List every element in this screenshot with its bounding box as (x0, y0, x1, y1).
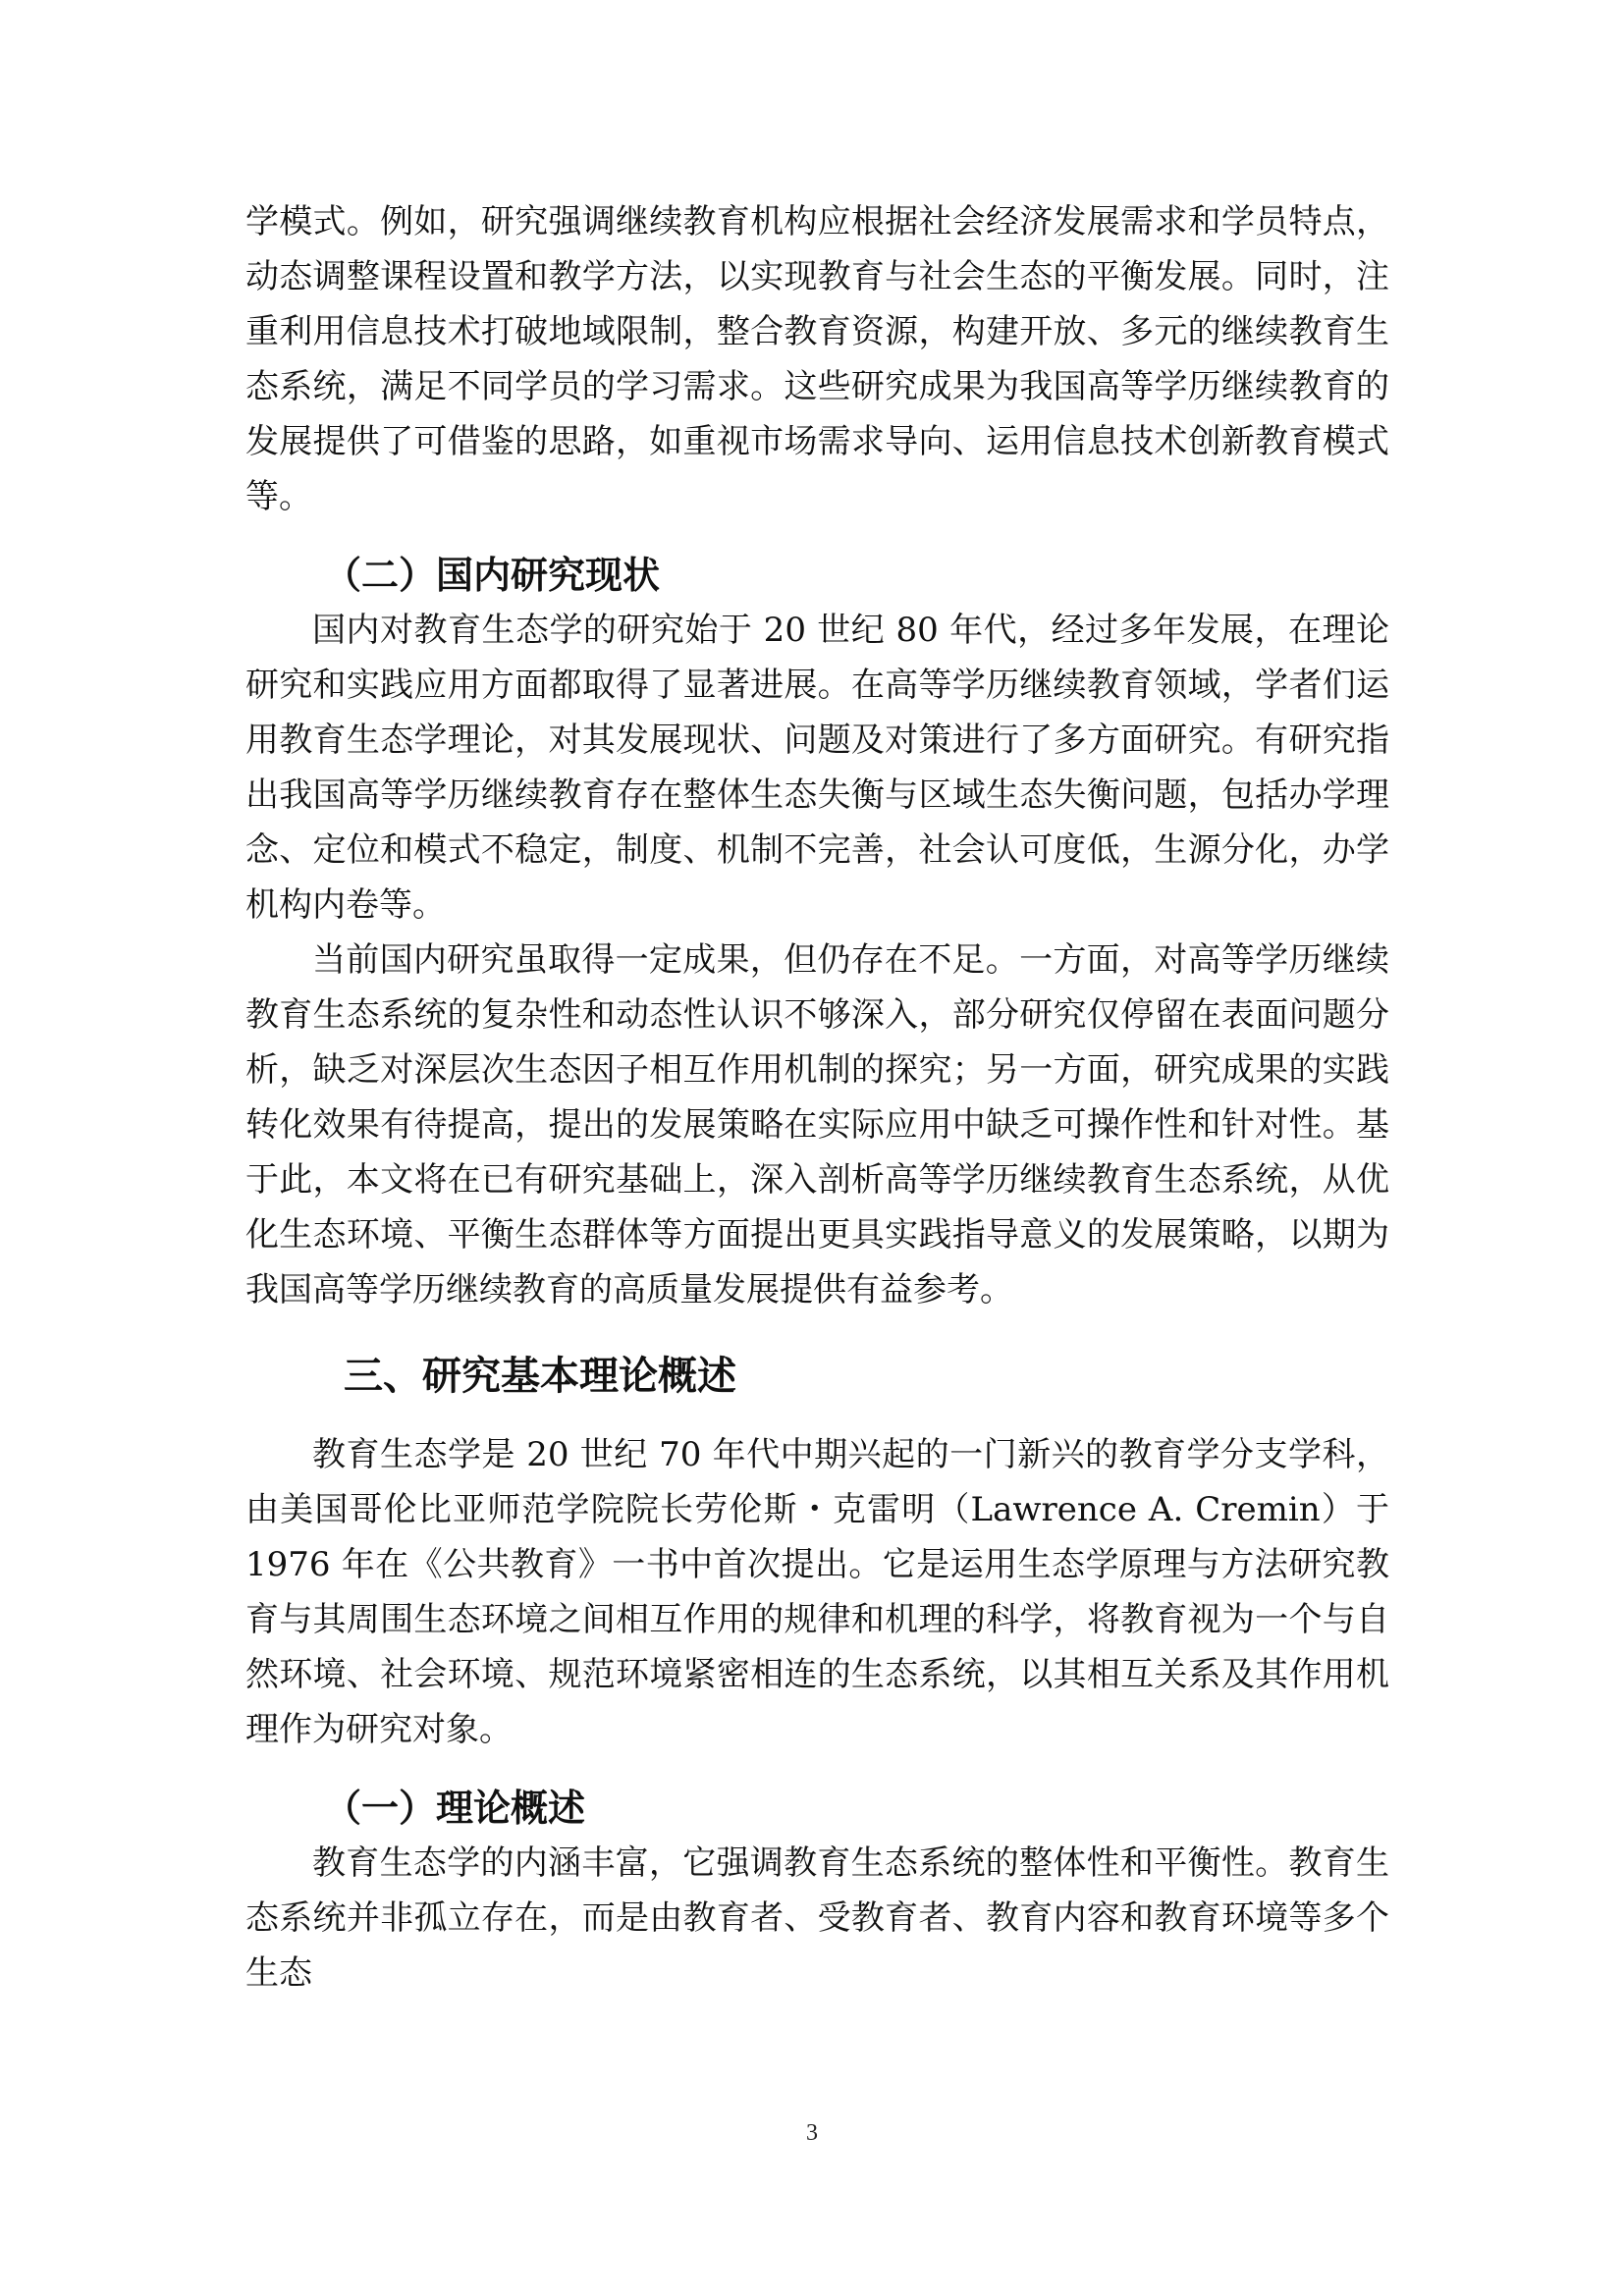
document-page (245, 194, 1389, 2001)
section-heading-theory: 三、研究基本理论概述 (344, 1353, 736, 1399)
paragraph-theory-overview: 教育生态学的内涵丰富，它强调教育生态系统的整体性和平衡性。教育生态系统并非孤立存在，而是由教育者、受教育者、教育内容和教育环境等多个生态 (245, 1843, 1389, 1993)
page-number: 3 (806, 2120, 818, 2146)
paragraph-intro-continuation: 学模式。例如，研究强调继续教育机构应根据社会经济发展需求和学员特点，动态调整课程设置和教学方法，以实现教育与社会生态的平衡发展。同时，注重利用信息技术打破地域限制，整合教育资源，构建开放、多元的继续教育生态系统，满足不同学员的学习需求。这些研究成果为我国高等学历继续教育的发展提供了可借鉴的思路，如重视市场需求导向、运用信息技术创新教育模式等。 (245, 202, 1389, 516)
spacer (245, 1404, 1389, 1427)
paragraph-research-shortcomings: 当前国内研究虽取得一定成果，但仍存在不足。一方面，对高等学历继续教育生态系统的复杂性和动态性认识不够深入，部分研究仅停留在表面问题分析，缺乏对深层次生态因子相互作用机制的探究；另一方面，研究成果的实践转化效果有待提高，提出的发展策略在实际应用中缺乏可操作性和针对性。基于此，本文将在已有研究基础上，深入剖析高等学历继续教育生态系统，从优化生态环境、平衡生态群体等方面提出更具实践指导意义的发展策略，以期为我国高等学历继续教育的高质量发展提供有益参考。 (245, 940, 1389, 1309)
paragraph-educational-ecology: 教育生态学是 20 世纪 70 年代中期兴起的一门新兴的教育学分支学科，由美国哥伦比亚师范学院院长劳伦斯・克雷明（Lawrence A. Cremin）于 1976 年在《公共教育》一书中首次提出。它是运用生态学原理与方法研究教育与其周围生态环境之间相互作用的规律和机理的科学，将教育视为一个与自然环境、社会环境、规范环境紧密相连的生态系统，以其相互关系及其作用机理作为研究对象。 (245, 1435, 1389, 1749)
subheading-theory-overview: （一）理论概述 (324, 1786, 586, 1830)
spacer (245, 1317, 1389, 1349)
paragraph-domestic-research: 国内对教育生态学的研究始于 20 世纪 80 年代，经过多年发展，在理论研究和实践应用方面都取得了显著进展。在高等学历继续教育领域，学者们运用教育生态学理论，对其发展现状、问题及对策进行了多方面研究。有研究指出我国高等学历继续教育存在整体生态失衡与区域生态失衡问题，包括办学理念、定位和模式不稳定，制度、机制不完善，社会认可度低，生源分化，办学机构内卷等。 (245, 611, 1389, 925)
subheading-domestic-research: （二）国内研究现状 (324, 553, 661, 597)
spacer (245, 524, 1389, 548)
spacer (245, 1757, 1389, 1781)
